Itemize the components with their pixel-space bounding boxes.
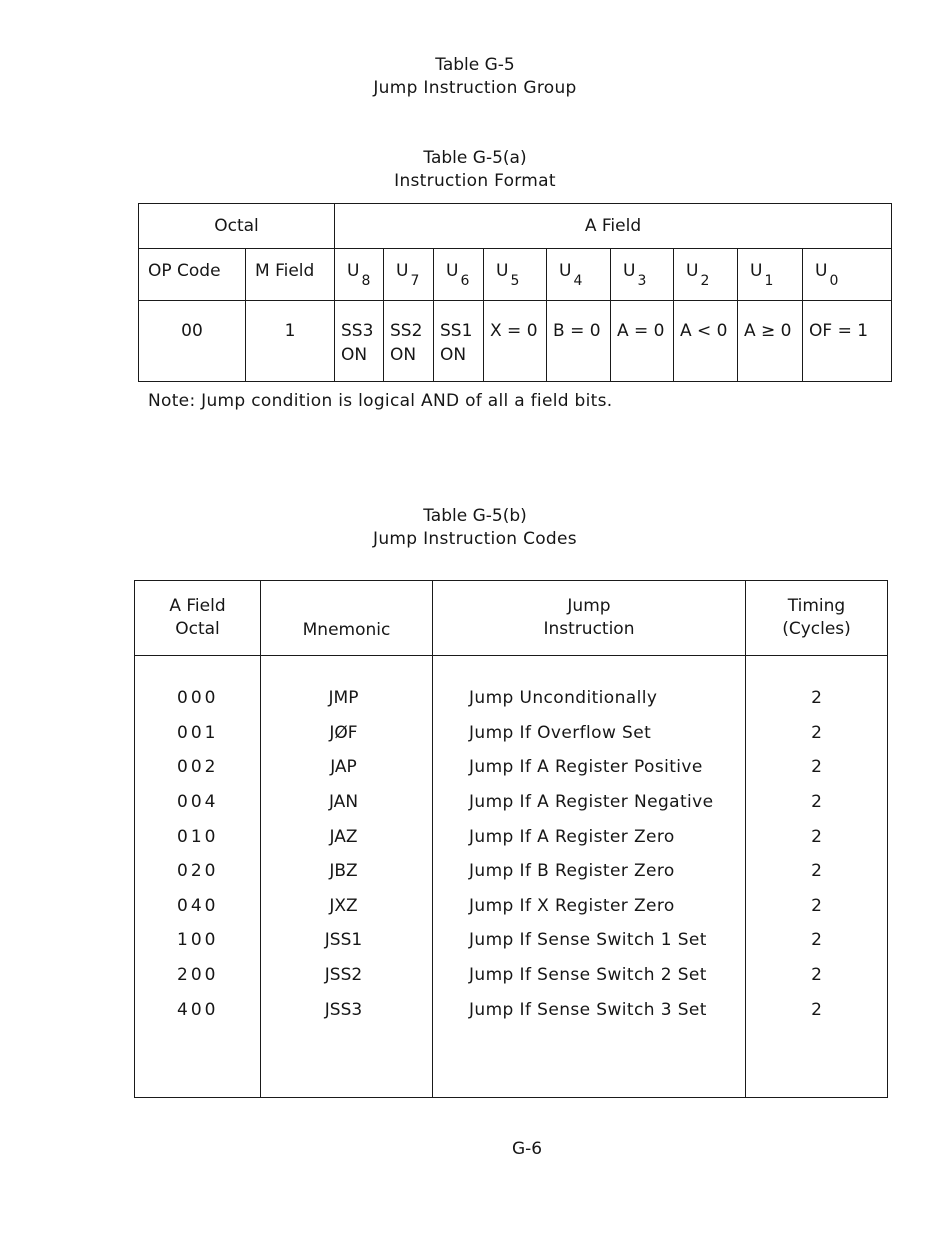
instruction-cell: Jump If A Register Positive <box>433 750 746 785</box>
bit-value-cell <box>484 301 547 382</box>
bit-value: A < 0 <box>680 321 728 341</box>
mnemonic-cell: JAZ <box>261 819 433 854</box>
afield-group-header: A Field <box>335 204 892 249</box>
jump-codes-table <box>134 580 888 1098</box>
table-g5-title: Jump Instruction Group <box>373 78 577 98</box>
table-g5-label: Table G-5 <box>435 55 515 75</box>
table-g5b-caption <box>0 505 950 551</box>
bit-header-base: U <box>496 261 509 281</box>
bit-header-base: U <box>446 261 459 281</box>
table-row <box>135 958 888 993</box>
jump-header-line2: Instruction <box>543 619 635 639</box>
bit-value-cell <box>803 301 892 382</box>
mnemonic-cell: JBZ <box>261 854 433 889</box>
mnemonic-cell: JSS2 <box>261 958 433 993</box>
bit-value: A = 0 <box>617 321 665 341</box>
jump-condition-note: Note: Jump condition is logical AND of all a field bits. <box>148 391 613 411</box>
bit-value: SS3 ON <box>341 321 374 365</box>
bit-header-base: U <box>559 261 572 281</box>
bit-header-subscript: 8 <box>361 273 371 289</box>
bit-header <box>434 249 483 289</box>
table-row <box>135 819 888 854</box>
bit-header-cell <box>803 249 892 301</box>
timing-cell: 2 <box>746 750 888 785</box>
table-row <box>135 992 888 1027</box>
bit-header-cell <box>384 249 434 301</box>
opcode-header <box>139 249 246 301</box>
bit-value: SS2 ON <box>390 321 423 365</box>
bit-header-cell <box>335 249 384 301</box>
bit-value: OF = 1 <box>809 321 869 341</box>
instruction-cell: Jump If B Register Zero <box>433 854 746 889</box>
timing-cell: 2 <box>746 958 888 993</box>
table-g5-caption <box>0 54 950 100</box>
bit-header-base: U <box>815 261 828 281</box>
opcode-header-text: OP Code <box>148 261 221 281</box>
mnemonic-cell: JXZ <box>261 889 433 924</box>
mnemonic-cell: JAN <box>261 785 433 820</box>
filler-cell <box>746 1027 888 1098</box>
timing-cell: 2 <box>746 923 888 958</box>
table-row <box>135 889 888 924</box>
mfield-value-cell <box>246 301 335 382</box>
afield-header-line2: Octal <box>175 619 220 639</box>
bit-header <box>384 249 433 289</box>
timing-header-line2: (Cycles) <box>782 619 851 639</box>
bit-header-cell <box>674 249 738 301</box>
filler-cell <box>261 1027 433 1098</box>
table-row <box>135 854 888 889</box>
instruction-cell: Jump If Sense Switch 3 Set <box>433 992 746 1027</box>
bit-header-base: U <box>396 261 409 281</box>
bit-header-subscript: 6 <box>460 273 470 289</box>
octal-code-cell: 400 <box>135 992 261 1027</box>
instruction-cell: Jump If X Register Zero <box>433 889 746 924</box>
table-row <box>135 785 888 820</box>
table-g5a-title: Instruction Format <box>394 171 556 191</box>
jump-instruction-header <box>433 581 746 656</box>
octal-code-cell: 002 <box>135 750 261 785</box>
mfield-header-text: M Field <box>255 261 315 281</box>
octal-code-cell: 200 <box>135 958 261 993</box>
mnemonic-cell: JØF <box>261 716 433 751</box>
timing-cell: 2 <box>746 889 888 924</box>
bit-header-base: U <box>623 261 636 281</box>
instruction-cell: Jump If Sense Switch 1 Set <box>433 923 746 958</box>
instruction-cell: Jump If Sense Switch 2 Set <box>433 958 746 993</box>
bit-header <box>674 249 737 289</box>
bit-header-subscript: 5 <box>510 273 520 289</box>
instruction-cell: Jump If A Register Zero <box>433 819 746 854</box>
bit-value: SS1 ON <box>440 321 473 365</box>
afield-header-line1: A Field <box>169 596 226 616</box>
bit-header-subscript: 1 <box>764 273 774 289</box>
table-row <box>135 923 888 958</box>
bit-header <box>803 249 891 289</box>
mnemonic-header <box>261 581 433 656</box>
octal-code-cell: 100 <box>135 923 261 958</box>
table-g5b-label: Table G-5(b) <box>423 506 527 526</box>
mnemonic-cell: JSS3 <box>261 992 433 1027</box>
timing-header-line1: Timing <box>787 596 846 616</box>
timing-cell: 2 <box>746 819 888 854</box>
table-row <box>135 656 888 716</box>
bit-header-base: U <box>347 261 360 281</box>
timing-header <box>746 581 888 656</box>
opcode-value: 00 <box>181 321 203 341</box>
instruction-cell: Jump If A Register Negative <box>433 785 746 820</box>
octal-code-cell: 004 <box>135 785 261 820</box>
octal-code-cell: 001 <box>135 716 261 751</box>
octal-code-cell: 010 <box>135 819 261 854</box>
timing-cell: 2 <box>746 716 888 751</box>
bit-header <box>547 249 610 289</box>
bit-value-cell <box>384 301 434 382</box>
bit-header-cell <box>434 249 484 301</box>
bit-value-cell <box>738 301 803 382</box>
bit-header-cell <box>738 249 803 301</box>
mnemonic-cell: JMP <box>261 656 433 716</box>
bit-header-cell <box>484 249 547 301</box>
bit-value: X = 0 <box>490 321 538 341</box>
bit-header-subscript: 3 <box>637 273 647 289</box>
bit-header-subscript: 2 <box>700 273 710 289</box>
bit-value: A ≥ 0 <box>744 321 792 341</box>
jump-header-line1: Jump <box>567 596 611 616</box>
mfield-value: 1 <box>284 321 296 341</box>
bit-header <box>611 249 673 289</box>
bit-header <box>484 249 546 289</box>
bit-header-subscript: 0 <box>829 273 839 289</box>
bit-header-subscript: 4 <box>573 273 583 289</box>
octal-code-cell: 000 <box>135 656 261 716</box>
opcode-value-cell <box>139 301 246 382</box>
timing-cell: 2 <box>746 992 888 1027</box>
table-g5a-caption <box>0 147 950 193</box>
octal-code-cell: 040 <box>135 889 261 924</box>
table-g5a-label: Table G-5(a) <box>423 148 527 168</box>
instruction-cell: Jump If Overflow Set <box>433 716 746 751</box>
bit-value-cell <box>611 301 674 382</box>
bit-value: B = 0 <box>553 321 601 341</box>
bit-value-cell <box>674 301 738 382</box>
table-g5b-title: Jump Instruction Codes <box>373 529 577 549</box>
bit-value-cell <box>335 301 384 382</box>
mnemonic-cell: JAP <box>261 750 433 785</box>
table-row <box>135 750 888 785</box>
afield-octal-header <box>135 581 261 656</box>
filler-cell <box>433 1027 746 1098</box>
page-number: G-6 <box>511 1139 543 1159</box>
bit-header-subscript: 7 <box>410 273 420 289</box>
timing-cell: 2 <box>746 785 888 820</box>
instruction-format-table <box>138 203 892 382</box>
bit-header-base: U <box>750 261 763 281</box>
mnemonic-header-text: Mnemonic <box>302 620 391 640</box>
filler-cell <box>135 1027 261 1098</box>
bit-header-base: U <box>686 261 699 281</box>
timing-cell: 2 <box>746 656 888 716</box>
bit-value-cell <box>547 301 611 382</box>
octal-code-cell: 020 <box>135 854 261 889</box>
bit-header <box>335 249 383 289</box>
bit-value-cell <box>434 301 484 382</box>
timing-cell: 2 <box>746 854 888 889</box>
bit-header-cell <box>611 249 674 301</box>
table-filler-row <box>135 1027 888 1098</box>
bit-header <box>738 249 802 289</box>
octal-group-header: Octal <box>139 204 335 249</box>
table-row <box>135 716 888 751</box>
bit-header-cell <box>547 249 611 301</box>
instruction-cell: Jump Unconditionally <box>433 656 746 716</box>
mfield-header <box>246 249 335 301</box>
mnemonic-cell: JSS1 <box>261 923 433 958</box>
